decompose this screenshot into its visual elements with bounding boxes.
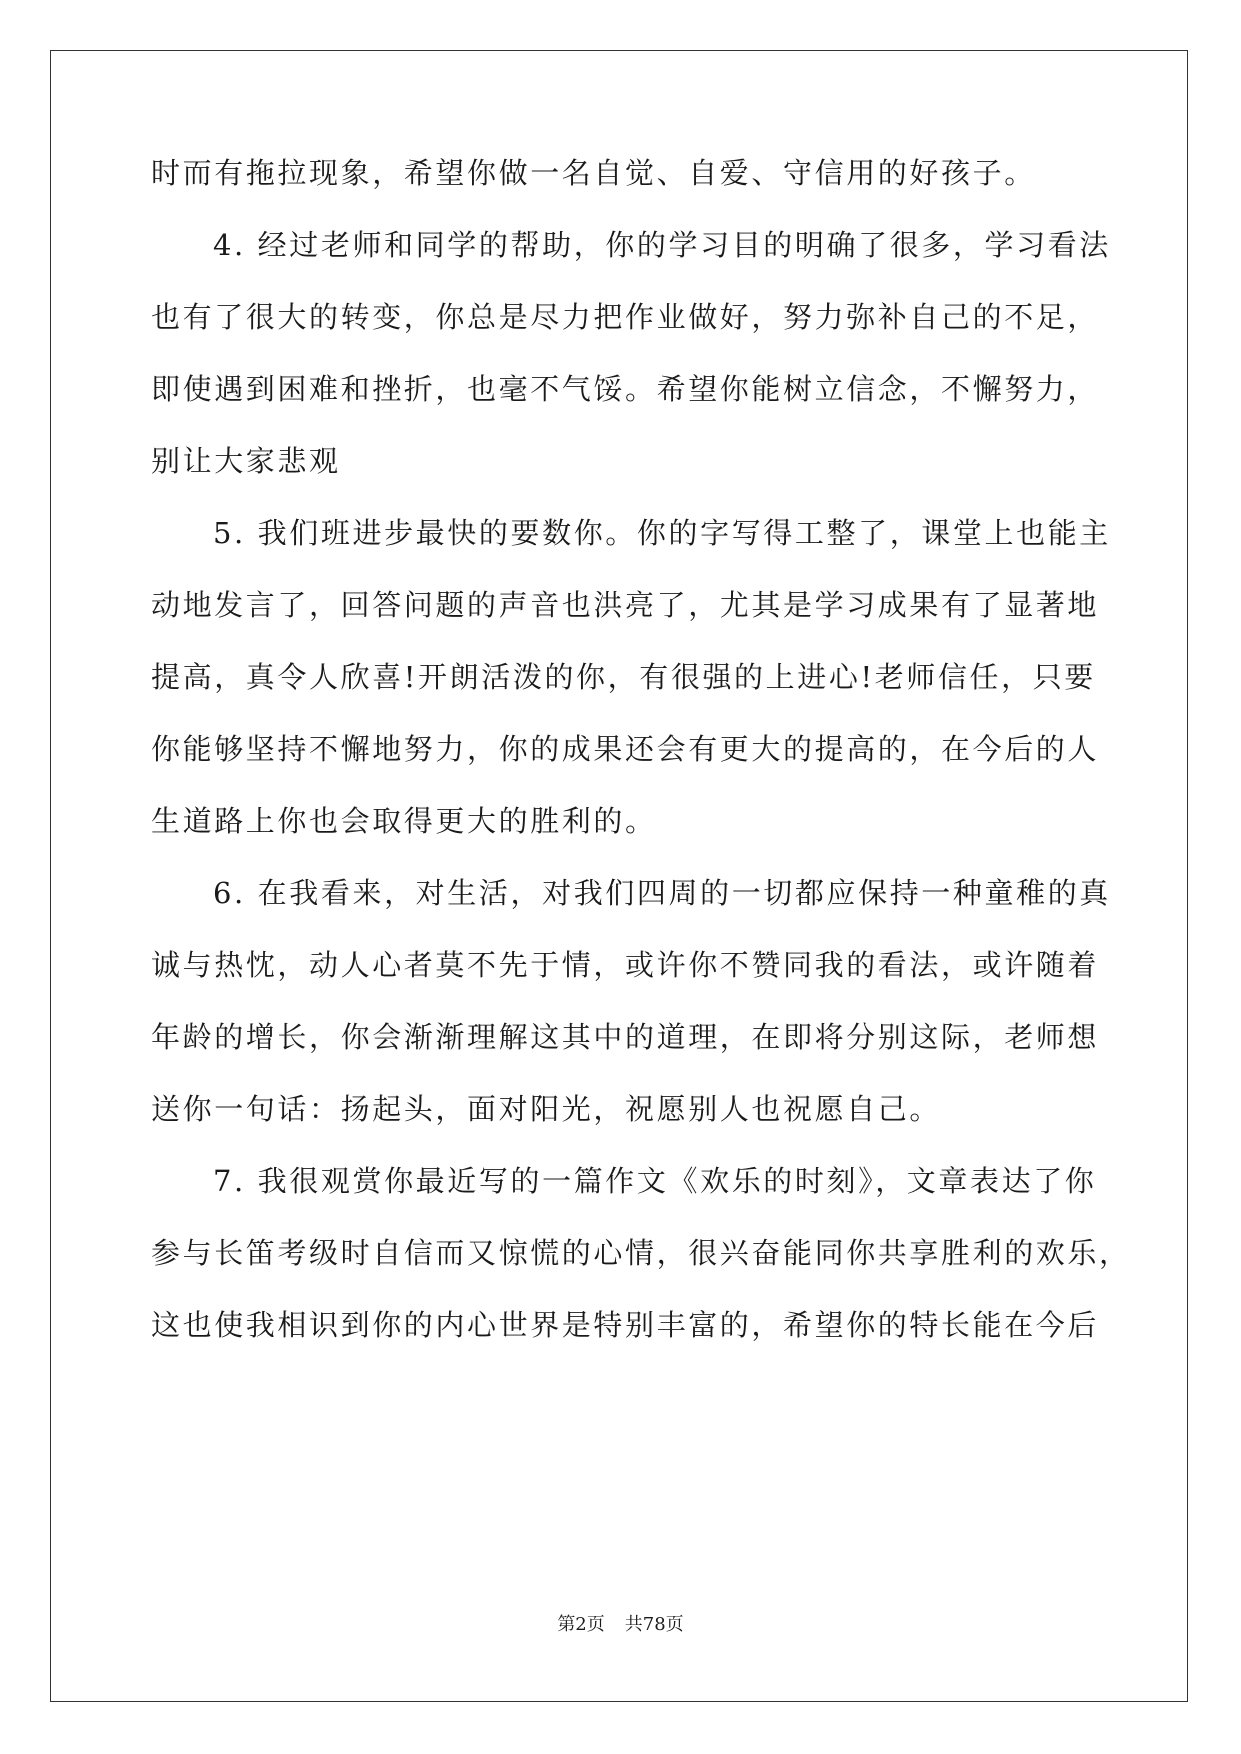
- text-line: 送你一句话：扬起头，面对阳光，祝愿别人也祝愿自己。: [151, 1092, 942, 1126]
- text-line: 别让大家悲观: [151, 444, 341, 478]
- text-line: 4. 经过老师和同学的帮助，你的学习目的明确了很多，学习看法: [213, 228, 1111, 262]
- total-pages: 共78页: [624, 1614, 684, 1635]
- text-line: 也有了很大的转变，你总是尽力把作业做好，努力弥补自己的不足，: [151, 300, 1100, 334]
- text-line: 6. 在我看来，对生活，对我们四周的一切都应保持一种童稚的真: [213, 876, 1111, 910]
- text-line: 即使遇到困难和挫折，也毫不气馁。希望你能树立信念，不懈努力，: [151, 372, 1100, 406]
- text-line: 提高，真令人欣喜!开朗活泼的你，有很强的上进心!老师信任，只要: [151, 660, 1096, 694]
- text-line: 你能够坚持不懈地努力，你的成果还会有更大的提高的，在今后的人: [151, 732, 1100, 766]
- text-line: 参与长笛考级时自信而又惊慌的心情，很兴奋能同你共享胜利的欢乐，: [151, 1236, 1131, 1270]
- text-line: 7. 我很观赏你最近写的一篇作文《欢乐的时刻》，文章表达了你: [213, 1164, 1097, 1198]
- current-page-number: 第2页: [557, 1614, 605, 1635]
- text-line: 诚与热忱，动人心者莫不先于情，或许你不赞同我的看法，或许随着: [151, 948, 1100, 982]
- text-line: 这也使我相识到你的内心世界是特别丰富的，希望你的特长能在今后: [151, 1308, 1100, 1342]
- text-line: 生道路上你也会取得更大的胜利的。: [151, 804, 657, 838]
- text-line: 5. 我们班进步最快的要数你。你的字写得工整了，课堂上也能主: [213, 516, 1111, 550]
- text-line: 动地发言了，回答问题的声音也洪亮了，尤其是学习成果有了显著地: [151, 588, 1100, 622]
- text-line: 年龄的增长，你会渐渐理解这其中的道理，在即将分别这际，老师想: [151, 1020, 1100, 1054]
- text-line: 时而有拖拉现象，希望你做一名自觉、自爱、守信用的好孩子。: [151, 156, 1036, 190]
- page-footer: [0, 1613, 1241, 1637]
